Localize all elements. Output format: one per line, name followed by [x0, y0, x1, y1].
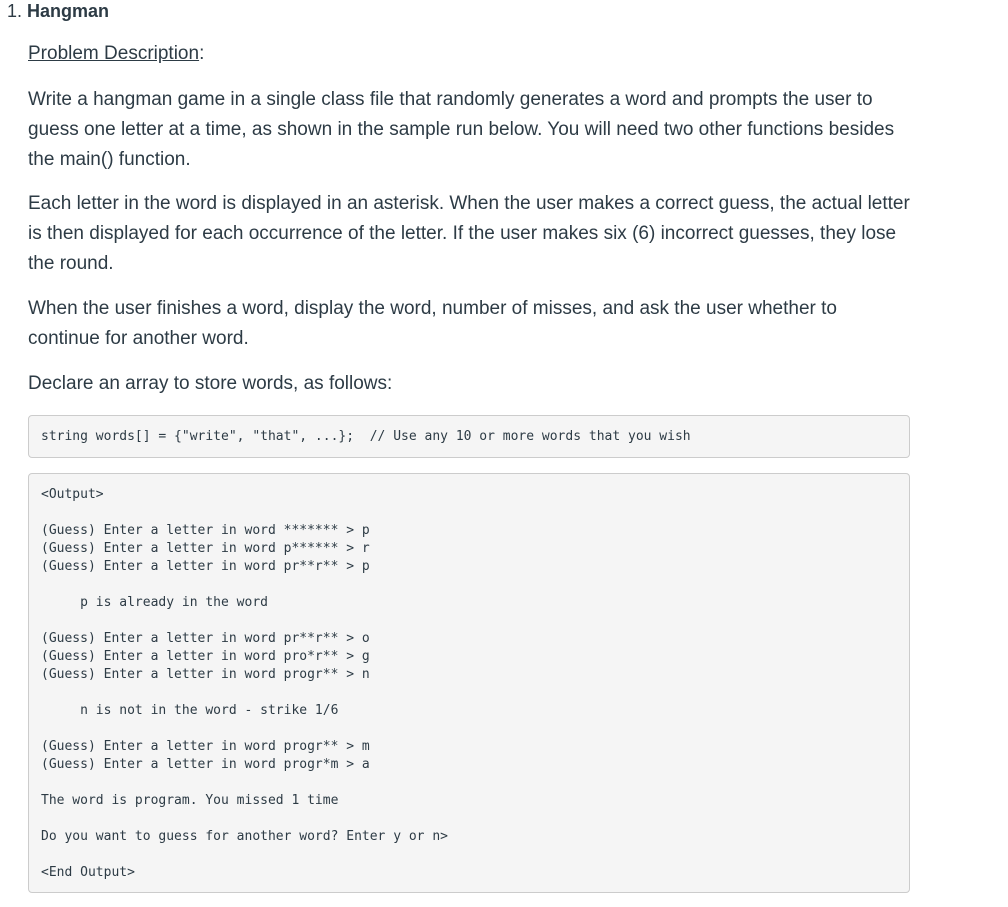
- problem-number: 1.: [7, 1, 28, 21]
- output-line: n is not in the word - strike 1/6: [41, 703, 339, 718]
- page-title: [7, 0, 109, 22]
- output-line: <End Output>: [41, 865, 135, 880]
- problem-description-heading-row: [28, 40, 204, 68]
- heading-colon: :: [199, 43, 205, 64]
- output-line: (Guess) Enter a letter in word progr** > n: [41, 667, 370, 682]
- output-line: p is already in the word: [41, 595, 268, 610]
- output-line: (Guess) Enter a letter in word p****** > r: [41, 541, 370, 556]
- output-line: (Guess) Enter a letter in word pr**r** > o: [41, 631, 370, 646]
- paragraph-finish-word: When the user finishes a word, display the word, number of misses, and ask the user whether to continue for another word.: [28, 298, 837, 349]
- paragraph-asterisk-rules: Each letter in the word is displayed in an asterisk. When the user makes a correct guess, the actual letter is then displayed for each occurrence of the letter. If the user makes six (6) incorrect guesses, they lose the round.: [28, 193, 910, 274]
- paragraph-declare-array: Declare an array to store words, as follows:: [28, 373, 393, 394]
- output-line: The word is program. You missed 1 time: [41, 793, 339, 808]
- paragraph-overview: Write a hangman game in a single class file that randomly generates a word and prompts the user to guess one letter at a time, as shown in the sample run below. You will need two other functions besides the main() function.: [28, 89, 895, 170]
- output-line: Do you want to guess for another word? Enter y or n>: [41, 829, 448, 844]
- output-line: (Guess) Enter a letter in word progr*m > a: [41, 757, 370, 772]
- code-line-declaration: string words[] = {"write", "that", ...}; // Use any 10 or more words that you wish: [41, 429, 691, 444]
- problem-title: Hangman: [27, 1, 110, 21]
- problem-description-heading: Problem Description: [28, 43, 200, 64]
- output-line: (Guess) Enter a letter in word ******* > p: [41, 523, 370, 538]
- code-block-declaration: [28, 415, 910, 458]
- code-block-output: [28, 473, 910, 893]
- output-line: (Guess) Enter a letter in word progr** > m: [41, 739, 370, 754]
- output-line: (Guess) Enter a letter in word pr**r** > p: [41, 559, 370, 574]
- output-line: <Output>: [41, 487, 104, 502]
- output-line: (Guess) Enter a letter in word pro*r** > g: [41, 649, 370, 664]
